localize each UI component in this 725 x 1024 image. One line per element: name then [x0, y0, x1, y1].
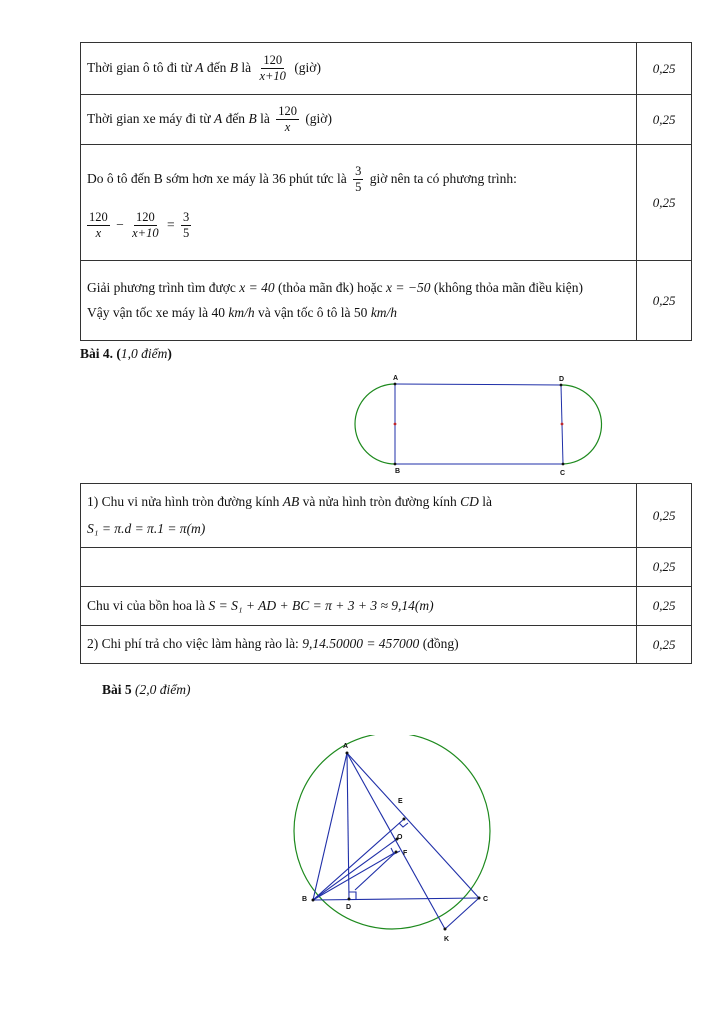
label-a: A [343, 743, 349, 750]
paren: ) [167, 346, 172, 361]
fraction-denominator: x [95, 225, 102, 240]
fraction-numerator: 3 [355, 163, 362, 178]
table-row [81, 587, 692, 626]
label-f: F [403, 850, 408, 857]
row-text: Thời gian ô tô đi từ [87, 59, 192, 75]
right-semicircle [561, 385, 602, 464]
segment-bf [313, 852, 396, 900]
label-a: A [393, 375, 399, 382]
math-expression: x = 40 [239, 280, 275, 296]
section-heading-bai4 [80, 346, 172, 362]
table-row [81, 145, 692, 261]
score-cell: 0,25 [637, 484, 692, 548]
table-cell [81, 145, 637, 261]
section-heading-bai5 [102, 682, 191, 698]
label-b: B [395, 468, 401, 475]
table-cell [81, 548, 637, 587]
math-expression: S₁ = π.d = π.1 = π(m) [87, 520, 206, 536]
solution-table-1 [80, 42, 692, 341]
point-label: B [229, 59, 238, 75]
math-expression: x = −50 [385, 280, 431, 296]
point-c [478, 897, 481, 900]
fraction [130, 210, 160, 242]
row-text: là [482, 494, 493, 510]
fraction-denominator: 5 [355, 179, 362, 194]
table-row [81, 484, 692, 548]
solution-table-2 [80, 483, 692, 664]
score-cell: 0,25 [637, 587, 692, 626]
point-c [562, 463, 565, 466]
row-text: Chu vi của bồn hoa là [87, 597, 206, 613]
fraction-denominator: x+10 [259, 68, 286, 83]
midpoint-ab [394, 423, 397, 426]
row-text: Vậy vận tốc xe máy là 40 [87, 304, 225, 320]
table-cell [81, 626, 637, 664]
table-cell [81, 43, 637, 95]
heading-points: 1,0 điểm [120, 346, 168, 361]
segment-label: AB [282, 494, 300, 510]
segment-ad [395, 384, 561, 385]
row-text: là [260, 110, 270, 126]
point-label: A [213, 110, 223, 126]
math-expression: S = S₁ + AD + BC = π + 3 + 3 ≈ 9,14(m) [208, 597, 434, 613]
heading-points: (2,0 điểm) [135, 682, 191, 697]
midpoint-cd [561, 423, 564, 426]
segment-ak [347, 753, 445, 929]
fraction-numerator: 3 [182, 209, 190, 224]
label-d: D [559, 376, 565, 383]
segment-ck [445, 898, 479, 929]
fraction [181, 210, 191, 242]
point-label: A [195, 59, 204, 75]
row-text: đến [206, 59, 227, 75]
label-d: D [346, 904, 352, 911]
fraction-denominator: 5 [182, 225, 190, 240]
equation [87, 210, 630, 242]
row-text: Giải phương trình tìm được [87, 280, 236, 296]
score-cell: 0,25 [637, 626, 692, 664]
altitude-ad [347, 753, 349, 899]
segment-bc [313, 898, 479, 900]
heading-title: Bài 4. [80, 346, 114, 361]
table-cell [81, 95, 637, 145]
score-cell: 0,25 [637, 261, 692, 341]
fraction [87, 210, 110, 242]
operator: = [166, 216, 175, 232]
fraction-denominator: x [284, 119, 291, 134]
score-cell: 0,25 [637, 548, 692, 587]
point-a [346, 752, 349, 755]
unit-text: km/h [370, 304, 398, 320]
right-angle-e [399, 823, 408, 827]
table-cell [81, 261, 637, 341]
point-label: B [248, 110, 257, 126]
label-b: B [302, 896, 308, 903]
row-text: và nửa hình tròn đường kính [302, 494, 457, 510]
fraction-numerator: 120 [263, 52, 283, 67]
segment-ac [347, 753, 479, 898]
fraction-numerator: 120 [135, 209, 155, 224]
label-e: E [398, 798, 403, 805]
table-row [81, 626, 692, 664]
point-d [348, 898, 351, 901]
operator: − [116, 216, 124, 232]
table-row [81, 548, 692, 587]
row-text: Thời gian xe máy đi từ [87, 110, 211, 126]
figure-circle-triangle [290, 735, 505, 950]
label-o: O [397, 834, 403, 841]
left-semicircle [355, 384, 395, 464]
point-b [312, 899, 315, 902]
table-row [81, 95, 692, 145]
math-expression: 9,14.50000 = 457000 [302, 636, 420, 652]
segment-ab [313, 753, 347, 900]
point-k [444, 928, 447, 931]
score-cell: 0,25 [637, 145, 692, 261]
score-cell: 0,25 [637, 43, 692, 95]
table-row [81, 43, 692, 95]
row-text: giờ nên ta có phương trình: [369, 170, 517, 186]
label-c: C [560, 470, 566, 477]
unit-text: (đồng) [422, 636, 459, 652]
segment-label: CD [460, 494, 479, 510]
row-text: (không thỏa mãn điều kiện) [433, 280, 584, 296]
unit-text: (giờ) [305, 110, 332, 126]
fraction-numerator: 120 [278, 103, 297, 118]
point-a [394, 383, 397, 386]
point-b [394, 463, 397, 466]
label-k: K [444, 936, 450, 943]
point-f [395, 851, 398, 854]
row-text: đến [225, 110, 246, 126]
heading-title: Bài 5 [102, 682, 132, 697]
row-text: (thỏa mãn đk) hoặc [278, 280, 383, 296]
unit-text: km/h [228, 304, 255, 320]
score-cell: 0,25 [637, 95, 692, 145]
fraction [257, 53, 287, 85]
segment-bo [313, 839, 397, 900]
row-text: và vận tốc ô tô là 50 [257, 304, 368, 320]
row-text: 1) Chu vi nửa hình tròn đường kính [87, 494, 280, 510]
fraction-denominator: x+10 [132, 225, 159, 240]
fraction-numerator: 120 [89, 209, 108, 224]
fraction [276, 104, 299, 136]
table-cell [81, 484, 637, 548]
paren: ( [116, 346, 121, 361]
row-text: là [241, 59, 252, 75]
point-e [403, 818, 406, 821]
point-d [560, 384, 563, 387]
row-text: Do ô tô đến B sớm hơn xe máy là 36 phút tức là [87, 170, 347, 186]
figure-flower-bed [340, 372, 620, 480]
row-text: 2) Chi phí trả cho việc làm hàng rào là: [87, 636, 299, 652]
label-c: C [483, 896, 489, 903]
table-cell [81, 587, 637, 626]
unit-text: (giờ) [294, 59, 321, 75]
fraction [353, 164, 363, 196]
table-row [81, 261, 692, 341]
